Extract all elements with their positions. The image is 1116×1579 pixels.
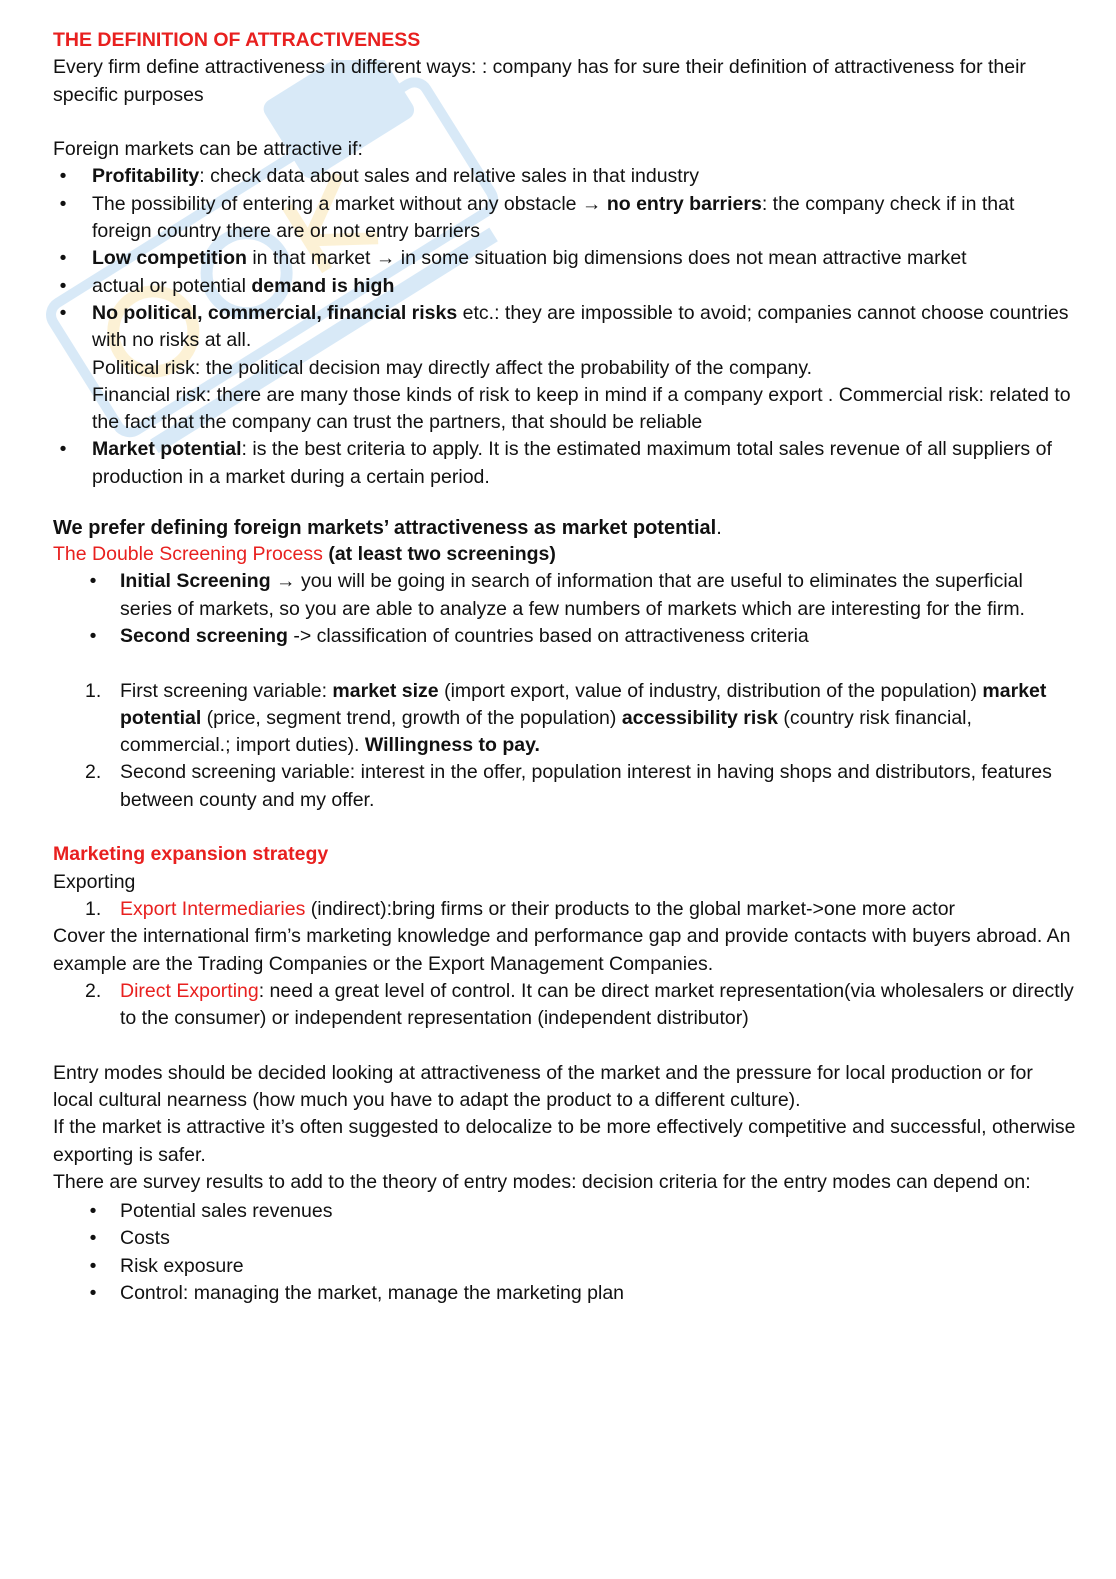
list-item: • Market potential: is the best criteria to apply. It is the estimated maximum total sales revenue of all suppliers of production in a market during a certain period. (53, 436, 1078, 491)
bullet-icon: • (89, 1227, 97, 1250)
bullet-icon: • (59, 301, 67, 324)
bullet-icon: • (59, 165, 67, 188)
screening-variables-list (53, 678, 1078, 814)
list-item: • Costs (53, 1225, 1078, 1252)
lead-sentence: Foreign markets can be attractive if: (53, 138, 363, 161)
section-title-marketing-expansion: Marketing expansion strategy (53, 843, 329, 866)
financial-risk-note: Financial risk: there are many those kinds of risk to keep in mind if a company export . Commercial risk: related to the fact that the company can trust the partners, that should be reliable (92, 383, 1071, 434)
prefer-statement: We prefer defining foreign markets’ attractiveness as market potential. (53, 517, 722, 540)
section-title-attractiveness: THE DEFINITION OF ATTRACTIVENESS (53, 29, 421, 51)
subheading-exporting: Exporting (53, 870, 136, 893)
intermediaries-paragraph: Cover the international firm’s marketing knowledge and performance gap and provide contacts with buyers abroad. An example are the Trading Companies or the Export Management Companies. (53, 925, 1071, 975)
list-item: • Risk exposure (53, 1253, 1078, 1280)
attractiveness-list (53, 163, 1078, 491)
list-item: 2. Second screening variable: interest in the offer, population interest in having shops and distributors, features between county and my offer. (85, 761, 1052, 811)
list-item: • Second screening -> classification of countries based on attractiveness criteria (53, 623, 1078, 650)
bullet-icon: • (59, 247, 67, 270)
screening-list (53, 568, 1078, 650)
section-title-double-screening: The Double Screening Process (at least two screenings) (53, 543, 556, 566)
bullet-icon: • (89, 624, 97, 647)
intro-paragraph: Every firm define attractiveness in different ways: : company has for sure their definition of attractiveness for their specific purposes (53, 56, 1026, 106)
list-item: • Initial Screening → you will be going in search of information that are useful to eliminates the superficial series of markets, so you are able to analyze a few numbers of markets which are interesting for the firm. (53, 568, 1078, 623)
decision-criteria-list (53, 1198, 1078, 1307)
delocalize-paragraph: If the market is attractive it’s often suggested to delocalize to be more effectively competitive and successful, otherwise exporting is safer. (53, 1116, 1076, 1166)
exporting-list-2 (53, 978, 1078, 1033)
bullet-icon: • (59, 438, 67, 461)
list-item: • Control: managing the market, manage the marketing plan (53, 1280, 1078, 1307)
bullet-icon: • (59, 274, 67, 297)
list-item: • The possibility of entering a market without any obstacle → no entry barriers: the company check if in that foreign country there are or not entry barriers (53, 191, 1078, 246)
list-item: • Low competition in that market → in some situation big dimensions does not mean attractive market (53, 245, 1078, 272)
list-item: • No political, commercial, financial risks etc.: they are impossible to avoid; companies cannot choose countries with no risks at all. Political risk: the political decision may directly affect the probability of the company. Financial risk: there are many those kinds of risk to keep in mind if a company export . Commercial risk: related to the fact that the company can trust the partners, that should be reliable (53, 300, 1078, 436)
bullet-icon: • (89, 1254, 97, 1277)
list-item: • Potential sales revenues (53, 1198, 1078, 1225)
list-item: 2. Direct Exporting: need a great level of control. It can be direct market representation(via wholesalers or directly to the consumer) or independent representation (independent distributor) (85, 979, 1074, 1030)
list-item: 1. First screening variable: market size (import export, value of industry, distribution of the population) market potential (price, segment trend, growth of the population) accessibility risk (country risk financial, commercial.; import duties). Willingness to pay. (85, 679, 1047, 757)
list-item: • Profitability: check data about sales and relative sales in that industry (53, 163, 1078, 190)
bullet-icon: • (89, 570, 97, 593)
political-risk-note: Political risk: the political decision may directly affect the probability of the company. (92, 356, 813, 379)
survey-paragraph: There are survey results to add to the theory of entry modes: decision criteria for the entry modes can depend on: (53, 1170, 1031, 1193)
exporting-list-1 (53, 896, 1078, 923)
document-page (53, 27, 1078, 1307)
bullet-icon: • (89, 1200, 97, 1223)
list-item: • actual or potential demand is high (53, 273, 1078, 300)
bullet-icon: • (59, 192, 67, 215)
bullet-icon: • (89, 1282, 97, 1305)
entry-modes-paragraph: Entry modes should be decided looking at attractiveness of the market and the pressure for local production or for local cultural nearness (how much you have to adapt the product to a different culture). (53, 1061, 1033, 1111)
list-item: 1. Export Intermediaries (indirect):bring firms or their products to the global market->one more actor (85, 897, 956, 920)
